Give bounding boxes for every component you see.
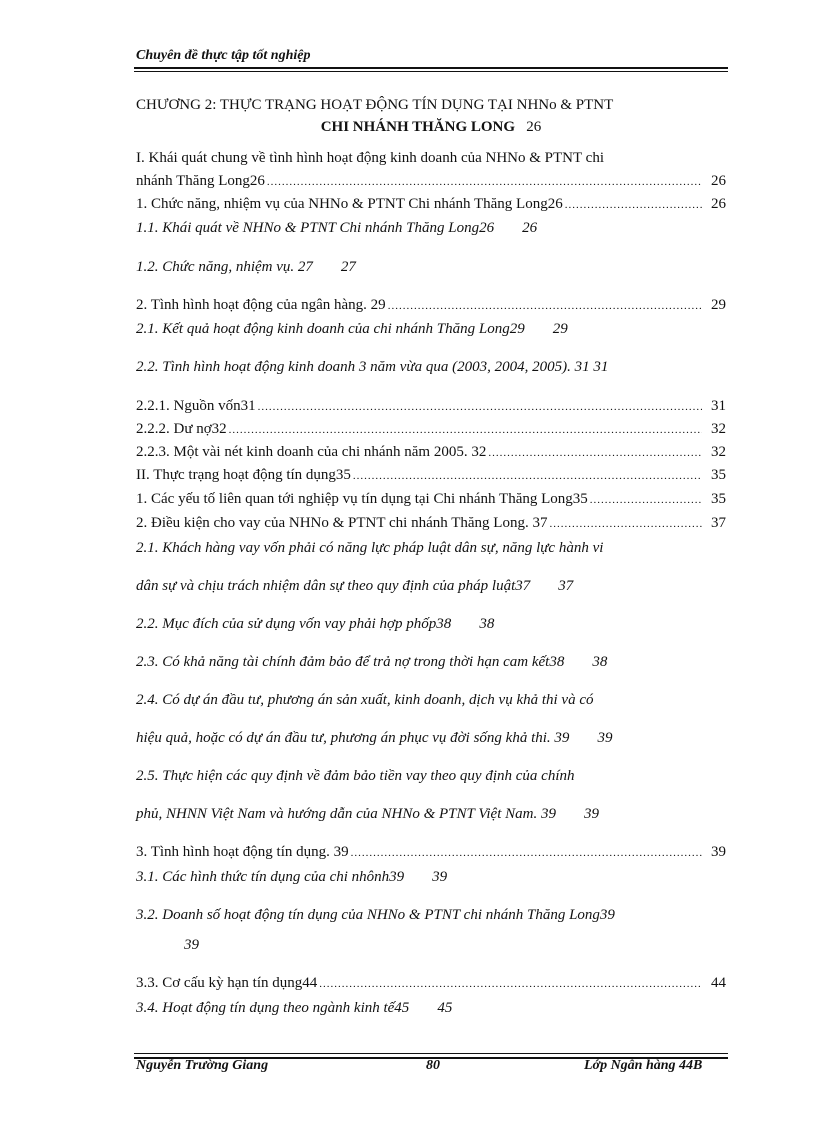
toc-entry-17 xyxy=(136,729,612,747)
toc-entry-2-text: 1. Chức năng, nhiệm vụ của NHNo & PTNT Chi nhánh Thăng Long26 xyxy=(136,196,563,212)
chapter-heading-page: 26 xyxy=(526,119,542,135)
toc-entry-13-text: 2. Điều kiện cho vay của NHNo & PTNT chi nhánh Thăng Long. 37 xyxy=(136,515,548,531)
toc-entry-10 xyxy=(136,443,726,462)
chapter-heading-text: CHI NHÁNH THĂNG LONG xyxy=(320,119,516,135)
toc-page-14: 37 xyxy=(558,578,574,594)
toc-leader xyxy=(258,398,702,416)
toc-entry-22 xyxy=(136,974,726,993)
toc-leader xyxy=(565,196,702,214)
toc-page-18: 39 xyxy=(583,806,599,822)
toc-entry-1-line2: nhánh Thăng Long26 xyxy=(136,173,265,189)
toc-page-16: 38 xyxy=(592,654,608,670)
toc-entry-3-text: 1.1. Khái quát về NHNo & PTNT Chi nhánh Thăng Long26 xyxy=(136,220,495,236)
toc-entry-15-text: 2.2. Mục đích của sử dụng vốn vay phải hợp phốp38 xyxy=(136,616,452,632)
toc-page-7: 31 xyxy=(593,359,609,375)
toc-entry-15 xyxy=(136,615,494,633)
toc-entry-17-line1: 2.4. Có dự án đầu tư, phương án sản xuất, kinh doanh, dịch vụ khả thi và có xyxy=(136,692,594,708)
header-rule xyxy=(134,67,728,69)
toc-page-6: 29 xyxy=(552,321,568,337)
toc-entry-6 xyxy=(136,320,568,338)
toc-entry-14-line2: dân sự và chịu trách nhiệm dân sự theo quy định của pháp luật37 xyxy=(136,578,531,594)
chapter-heading-line2 xyxy=(136,118,726,136)
toc-page-8: 31 xyxy=(711,398,726,414)
toc-page-12: 35 xyxy=(711,491,726,507)
header-rule-thin xyxy=(134,71,728,72)
toc-entry-12 xyxy=(136,490,726,509)
toc-entry-14-line1: 2.1. Khách hàng vay vốn phải có năng lực pháp luật dân sự, năng lực hành vi xyxy=(136,540,604,556)
toc-entry-11 xyxy=(136,466,726,485)
toc-entry-14 xyxy=(136,577,573,595)
toc-entry-9 xyxy=(136,420,726,439)
toc-page-17: 39 xyxy=(597,730,613,746)
toc-leader xyxy=(319,975,702,993)
toc-leader xyxy=(267,173,702,191)
footer-page-number: 80 xyxy=(426,1058,440,1073)
toc-page-21: 39 xyxy=(184,937,199,953)
toc-entry-1-line1: I. Khái quát chung về tình hình hoạt động kinh doanh của NHNo & PTNT chi xyxy=(136,150,604,166)
toc-entry-4 xyxy=(136,258,356,276)
toc-page-5: 29 xyxy=(711,297,726,313)
toc-page-23: 45 xyxy=(437,1000,453,1016)
footer-class: Lớp Ngân hàng 44B xyxy=(584,1058,703,1073)
toc-page-11: 35 xyxy=(711,467,726,483)
toc-entry-1 xyxy=(136,172,726,191)
toc-entry-18-line2: phủ, NHNN Việt Nam và hướng dẫn của NHNo & PTNT Việt Nam. 39 xyxy=(136,806,556,822)
toc-entry-12-text: 1. Các yếu tố liên quan tới nghiệp vụ tín dụng tại Chi nhánh Thăng Long35 xyxy=(136,491,588,507)
toc-entry-23-text: 3.4. Hoạt động tín dụng theo ngành kinh tế45 xyxy=(136,1000,410,1016)
toc-page-20: 39 xyxy=(432,869,448,885)
toc-entry-19-text: 3. Tình hình hoạt động tín dụng. 39 xyxy=(136,844,349,860)
toc-entry-23 xyxy=(136,999,452,1017)
toc-entry-16 xyxy=(136,653,607,671)
toc-page-13: 37 xyxy=(711,515,726,531)
toc-page-10: 32 xyxy=(711,444,726,460)
toc-page-3: 26 xyxy=(522,220,538,236)
toc-entry-20 xyxy=(136,868,447,886)
toc-entry-18 xyxy=(136,805,599,823)
toc-entry-17-line2: hiệu quả, hoặc có dự án đầu tư, phương án phục vụ đời sống khả thi. 39 xyxy=(136,730,570,746)
toc-leader xyxy=(388,297,702,315)
toc-entry-5 xyxy=(136,296,726,315)
toc-page-22: 44 xyxy=(711,975,726,991)
toc-leader xyxy=(351,844,702,862)
toc-entry-8-text: 2.2.1. Nguồn vốn31 xyxy=(136,398,256,414)
toc-page-15: 38 xyxy=(479,616,495,632)
toc-entry-2 xyxy=(136,195,726,214)
toc-page-2: 26 xyxy=(711,196,726,212)
toc-entry-6-text: 2.1. Kết quả hoạt động kinh doanh của chi nhánh Thăng Long29 xyxy=(136,321,525,337)
toc-entry-4-text: 1.2. Chức năng, nhiệm vụ. 27 xyxy=(136,259,313,275)
toc-entry-19 xyxy=(136,843,726,862)
toc-entry-7 xyxy=(136,358,608,376)
toc-page-19: 39 xyxy=(711,844,726,860)
chapter-heading-line1: CHƯƠNG 2: THỰC TRẠNG HOẠT ĐỘNG TÍN DỤNG TẠI NHNo & PTNT xyxy=(136,97,614,113)
toc-page-1: 26 xyxy=(711,173,726,189)
toc-leader xyxy=(353,467,702,485)
toc-entry-20-text: 3.1. Các hình thức tín dụng của chi nhônh39 xyxy=(136,869,405,885)
header-title: Chuyên đề thực tập tốt nghiệp xyxy=(136,48,311,63)
toc-entry-8 xyxy=(136,397,726,416)
footer-rule-thin xyxy=(134,1053,728,1054)
toc-entry-21-text: 3.2. Doanh số hoạt động tín dụng của NHNo & PTNT chi nhánh Thăng Long39 xyxy=(136,907,615,923)
toc-entry-5-text: 2. Tình hình hoạt động của ngân hàng. 29 xyxy=(136,297,386,313)
toc-entry-10-text: 2.2.3. Một vài nét kinh doanh của chi nhánh năm 2005. 32 xyxy=(136,444,487,460)
toc-leader xyxy=(549,515,702,533)
footer-author: Nguyễn Trường Giang xyxy=(136,1058,269,1073)
toc-entry-7-text: 2.2. Tình hình hoạt động kinh doanh 3 năm vừa qua (2003, 2004, 2005). 31 xyxy=(136,359,590,375)
toc-page-4: 27 xyxy=(340,259,356,275)
toc-entry-3 xyxy=(136,219,537,237)
toc-leader xyxy=(590,491,702,509)
toc-entry-22-text: 3.3. Cơ cấu kỳ hạn tín dụng44 xyxy=(136,975,318,991)
toc-leader xyxy=(229,421,702,439)
toc-entry-16-text: 2.3. Có khả năng tài chính đảm bảo để trả nợ trong thời hạn cam kết38 xyxy=(136,654,565,670)
toc-entry-11-text: II. Thực trạng hoạt động tín dụng35 xyxy=(136,467,351,483)
toc-entry-9-text: 2.2.2. Dư nợ32 xyxy=(136,421,227,437)
toc-entry-13 xyxy=(136,514,726,533)
toc-page-9: 32 xyxy=(711,421,726,437)
toc-entry-18-line1: 2.5. Thực hiện các quy định về đảm bảo tiền vay theo quy định của chính xyxy=(136,768,575,784)
toc-leader xyxy=(488,444,702,462)
